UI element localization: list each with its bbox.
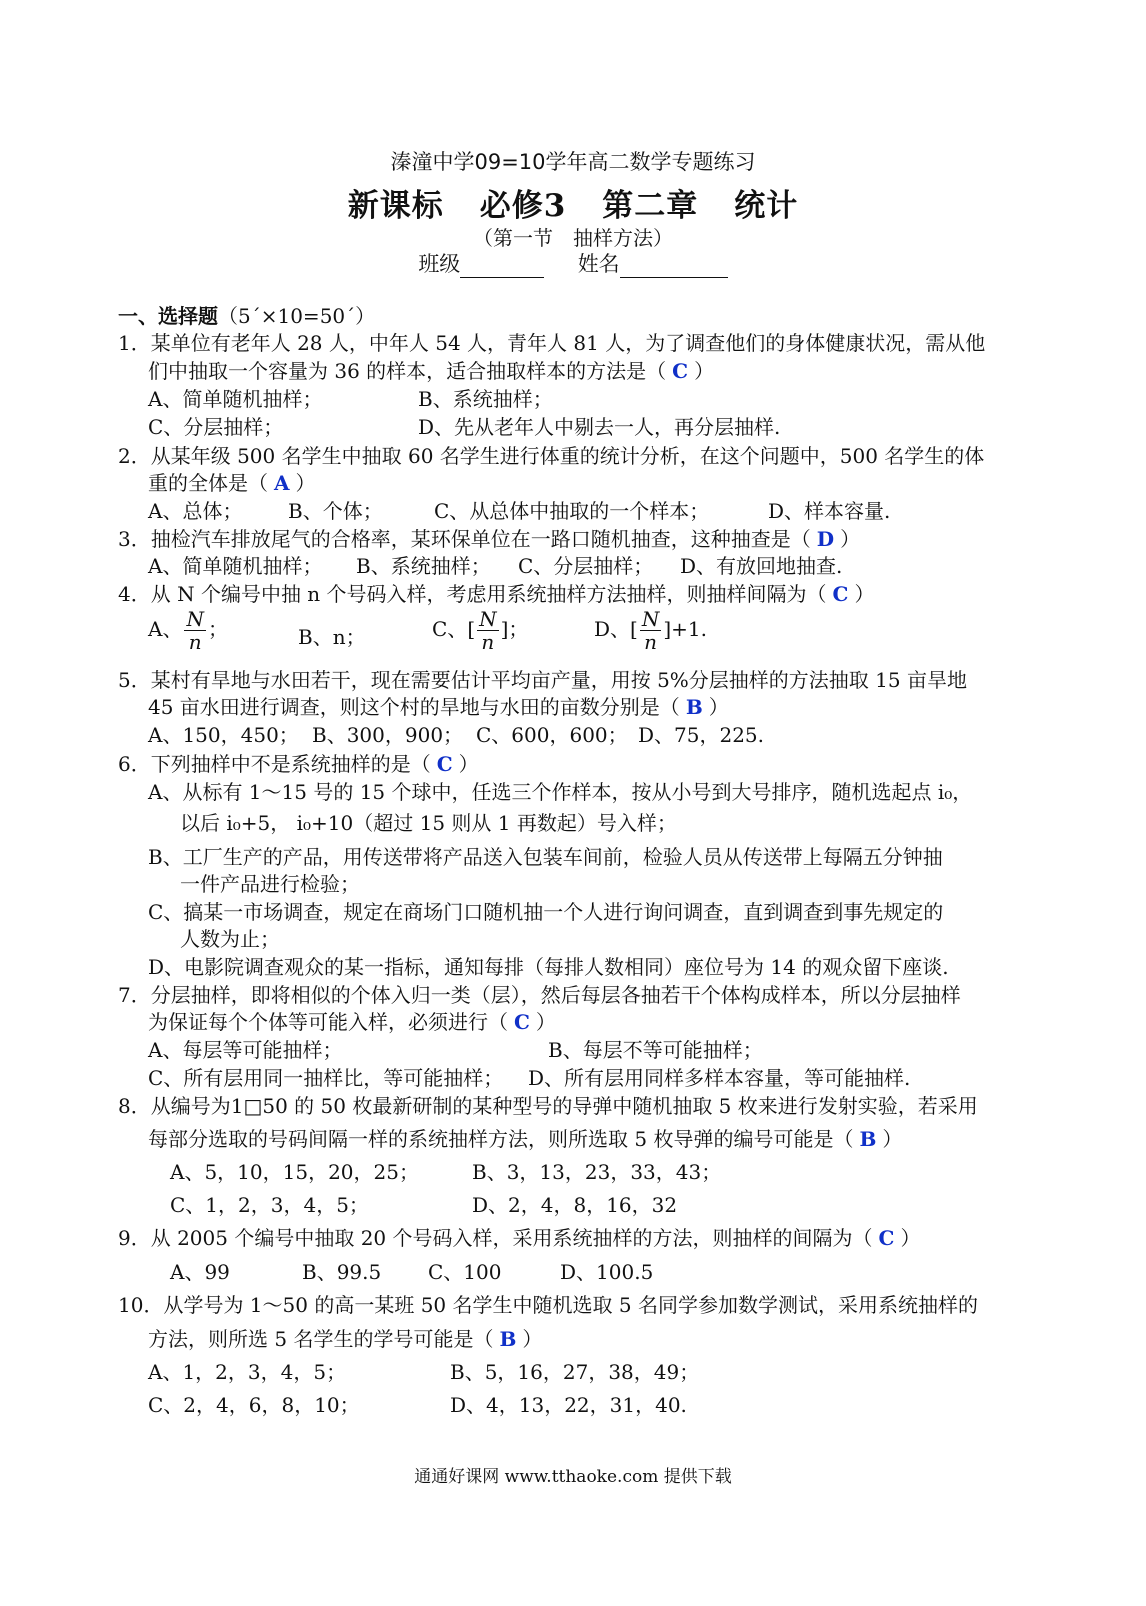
fraction-denominator: n [481,630,495,654]
section-label: 一、选择题 [118,304,218,328]
name-label: 姓名 [577,252,620,276]
option: B、系统抽样； [418,387,553,411]
option: D、75，225. [638,723,765,747]
name-blank [620,257,728,278]
option: D、样本容量. [768,499,891,523]
option: A、总体； [148,499,243,523]
question-text: 6．下列抽样中不是系统抽样的是（ [118,752,431,776]
question-line: 2．从某年级 500 名学生中抽取 60 名学生进行体重的统计分析，在这个问题中，500 名学生的体 [118,444,985,468]
option: A、150，450； [148,723,299,747]
question-line [118,748,479,777]
plus-one: +1. [671,617,708,641]
section-score: （5´×10=50´） [218,304,376,328]
option: B、工厂生产的产品，用传送带将产品送入包装车间前，检验人员从传送带上每隔五分钟抽 [148,845,943,869]
answer-letter: B [685,695,703,719]
question-line: 8．从编号为1□50 的 50 枚最新研制的某种型号的导弹中随机抽取 5 枚来进行发射实验，若采用 [118,1094,978,1118]
option-label: C、 [432,617,468,641]
question-line [148,467,316,496]
section-subtitle: （第一节 抽样方法） [473,226,673,250]
answer-letter: C [832,582,849,606]
section-heading [118,300,375,329]
fraction-denominator: n [188,630,202,654]
close-paren: ） [840,527,861,551]
option: B、99.5 [302,1260,382,1284]
close-paren: ） [882,1127,903,1151]
option: B、系统抽样； [356,554,491,578]
question-line [118,1222,920,1251]
answer-letter: A [274,471,290,495]
title-part: 统计 [734,188,799,224]
option: A、1，2，3，4，5； [148,1360,347,1384]
fraction-numerator: N [186,607,204,631]
question-text: 9．从 2005 个编号中抽取 20 个号码入样，采用系统抽样的方法，则抽样的间隔为（ [118,1226,873,1250]
close-paren: ） [458,752,479,776]
answer-letter: B [499,1327,517,1351]
fraction [640,608,662,653]
option: C、分层抽样； [518,554,654,578]
option: D、4，13，22，31，40. [450,1393,687,1417]
option: C、[ $\frac{N}{n}$ ]； [432,607,529,654]
answer-letter: C [878,1226,895,1250]
answer-letter: C [514,1010,530,1034]
option: A、简单随机抽样； [148,554,323,578]
fraction-denominator: n [644,630,658,654]
close-paren: ） [854,582,875,606]
option: C、600，600； [476,723,628,747]
class-name-line [0,248,1146,278]
fraction [184,608,206,653]
question-line [148,1006,556,1035]
class-blank [460,257,544,278]
question-line [118,578,874,607]
question-text: 方法，则所选 5 名学生的学号可能是（ [148,1327,494,1351]
option: D、所有层用同样多样本容量，等可能抽样. [528,1066,911,1090]
question-line [148,691,729,720]
fraction [477,608,499,653]
question-line [148,1323,542,1352]
option: D、100.5 [560,1260,654,1284]
option: D、电影院调查观众的某一指标，通知每排（每排人数相同）座位号为 14 的观众留下座谈. [148,955,949,979]
question-text: 45 亩水田进行调查，则这个村的旱地与水田的亩数分别是（ [148,695,680,719]
option: D、[ $\frac{N}{n}$ ]+1. [594,607,708,654]
question-text: 3．抽检汽车排放尾气的合格率，某环保单位在一路口随机抽查，这种抽查是（ [118,527,811,551]
option: D、先从老年人中剔去一人，再分层抽样. [418,415,781,439]
title-part: 新课标 [347,188,444,224]
answer-letter: D [816,527,835,551]
option: B、3，13，23，33，43； [472,1160,722,1184]
question-line: 7．分层抽样，即将相似的个体入归一类（层），然后每层各抽若干个体构成样本，所以分层抽样 [118,983,961,1007]
question-line [148,1123,902,1152]
question-line: 1．某单位有老年人 28 人，中年人 54 人，青年人 81 人，为了调查他们的身体健康状况，需从他 [118,331,986,355]
option: C、搞某一市场调查，规定在商场门口随机抽一个人进行询问调查，直到调查到事先规定的 [148,900,944,924]
question-text: 4．从 N 个编号中抽 n 个号码入样，考虑用系统抽样方法抽样，则抽样间隔为（ [118,582,827,606]
option: B、5，16，27，38，49； [450,1360,700,1384]
title-part: 必修3 [479,188,567,224]
option: A、99 [170,1260,230,1284]
option: B、300，900； [312,723,464,747]
answer-letter: C [436,752,453,776]
option: B、个体； [288,499,383,523]
title-part: 第二章 [602,188,699,224]
question-text: 重的全体是（ [148,471,268,495]
option: A、每层等可能抽样； [148,1038,343,1062]
school-heading: 溱潼中学09=10学年高二数学专题练习 [390,150,756,174]
option-label: A、 [148,617,183,641]
question-text: 们中抽取一个容量为 36 的样本，适合抽取样本的方法是（ [148,359,667,383]
option: A、简单随机抽样； [148,387,323,411]
option: A、 $\frac{N}{n}$ ； [148,607,228,654]
question-line: 10．从学号为 1～50 的高一某班 50 名学生中随机选取 5 名同学参加数学测试，采用系统抽样的 [118,1293,978,1317]
option: C、100 [428,1260,502,1284]
option-continuation: 以后 i₀+5， i₀+10（超过 15 则从 1 再数起）号入样； [180,811,677,835]
close-paren: ） [694,359,715,383]
close-paren: ） [295,471,316,495]
option: C、从总体中抽取的一个样本； [434,499,710,523]
close-paren: ） [708,695,729,719]
option-label: D、 [594,617,631,641]
option-continuation: 一件产品进行检验； [180,872,360,896]
option: D、2，4，8，16，32 [472,1193,678,1217]
page-footer: 通通好课网 www.tthaoke.com 提供下载 [414,1467,732,1487]
option: C、1，2，3，4，5； [170,1193,369,1217]
main-title [0,180,1146,225]
question-text: 每部分选取的号码间隔一样的系统抽样方法，则所选取 5 枚导弹的编号可能是（ [148,1127,854,1151]
close-paren: ） [900,1226,921,1250]
answer-letter: C [672,359,689,383]
option: D、有放回地抽查. [680,554,843,578]
option: C、所有层用同一抽样比，等可能抽样； [148,1066,504,1090]
option: C、分层抽样； [148,415,284,439]
question-text: 为保证每个个体等可能入样，必须进行（ [148,1010,508,1034]
option: B、n； [298,625,366,649]
class-label: 班级 [418,252,461,276]
fraction-numerator: N [641,607,660,631]
answer-letter: B [859,1127,877,1151]
option: A、5，10，15，20，25； [170,1160,419,1184]
option: C、2，4，6，8，10； [148,1393,360,1417]
close-paren: ） [522,1327,543,1351]
fraction-numerator: N [479,607,497,631]
question-line [118,523,860,552]
option-continuation: 人数为止； [180,927,280,951]
question-line: 5．某村有旱地与水田若干，现在需要估计平均亩产量，用按 5%分层抽样的方法抽取 15 亩旱地 [118,668,967,692]
question-line [148,355,714,384]
option: A、从标有 1～15 号的 15 个球中，任选三个作样本，按从小号到大号排序，随机选起点 i₀， [148,780,973,804]
close-paren: ） [535,1010,556,1034]
option: B、每层不等可能抽样； [548,1038,763,1062]
